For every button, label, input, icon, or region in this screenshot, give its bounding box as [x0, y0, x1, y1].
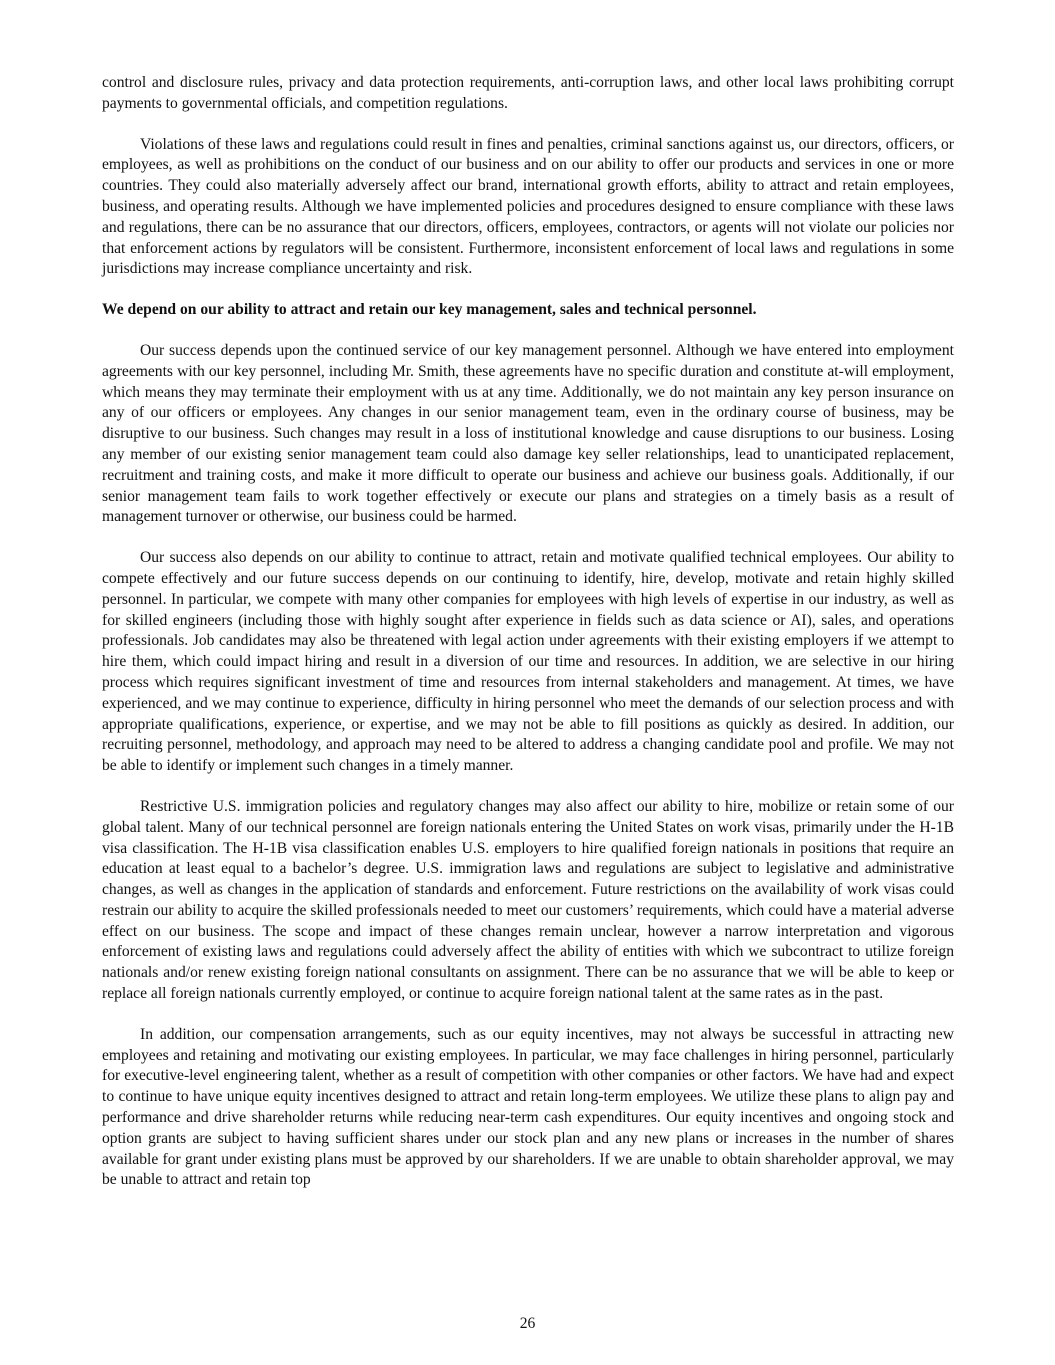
paragraph-technical-employees: Our success also depends on our ability to continue to attract, retain and motivate qualified technical employees. Our ability to compete effectively and our future success depends on our continuing to identify, hire, develop, motivate and retain highly skilled personnel. In particular, we compete with many other companies for employees with high levels of expertise in our industry, as well as for skilled engineers (including those with highly sought after experience in fields such as data science or AI), sales, and operations professionals. Job candidates may also be threatened with legal action under agreements with their existing employers if we attempt to hire them, which could impact hiring and result in a diversion of our time and resources. In addition, we are selective in our hiring process which requires significant investment of time and resources from internal stakeholders and management. At times, we have experienced, and we may continue to experience, difficulty in hiring personnel who meet the demands of our selection process and with appropriate qualifications, experience, or expertise, and we may not be able to fill positions as quickly as desired. In addition, our recruiting personnel, methodology, and approach may need to be altered to address a changing candidate pool and profile. We may not be able to identify or implement such changes in a timely manner.: [102, 549, 954, 775]
document-page: [102, 73, 954, 1191]
paragraph-compensation: In addition, our compensation arrangements, such as our equity incentives, may not always be successful in attracting new employees and retaining and motivating our existing employees. In particular, we may face challenges in hiring personnel, particularly for executive-level engineering talent, whether as a result of competition with other companies or other factors. We have had and expect to continue to have unique equity incentives designed to attract and retain long-term employees. We utilize these plans to align pay and performance and drive shareholder returns while reducing near-term cash expenditures. Our equity incentives and ongoing stock and option grants are subject to having sufficient shares under our stock plan and any new plans or increases in the number of shares available for grant under existing plans must be approved by our shareholders. If we are unable to obtain shareholder approval, we may be unable to attract and retain top: [102, 1025, 954, 1189]
page-number: 26: [519, 1315, 536, 1332]
paragraph-violations: Violations of these laws and regulations could result in fines and penalties, criminal sanctions against us, our directors, officers, or employees, as well as prohibitions on the conduct of our business and on our ability to offer our products and services in one or more countries. They could also materially adversely affect our brand, international growth efforts, ability to attract and retain employees, business, and operating results. Although we have implemented policies and procedures designed to ensure compliance with these laws and regulations, there can be no assurance that our directors, officers, employees, contractors, or agents will not violate our policies nor that enforcement actions by regulators will be consistent. Furthermore, inconsistent enforcement of local laws and regulations in some jurisdictions may increase compliance uncertainty and risk.: [102, 135, 954, 278]
paragraph-immigration: Restrictive U.S. immigration policies and regulatory changes may also affect our ability to hire, mobilize or retain some of our global talent. Many of our technical personnel are foreign nationals entering the United States on work visas, primarily under the H-1B visa classification. The H-1B visa classification enables U.S. employers to hire qualified foreign nationals in positions that require an education at least equal to a bachelor’s degree. U.S. immigration laws and regulations are subject to legislative and administrative changes, as well as changes in the application of standards and enforcement. Future restrictions on the availability of work visas could restrain our ability to acquire the skilled professionals needed to meet our customers’ requirements, which could have a material adverse effect on our business. The scope and impact of these changes remain unclear, however a narrow interpretation and vigorous enforcement of existing laws and regulations could adversely affect the ability of entities with which we subcontract to utilize foreign nationals and/or renew existing foreign national consultants on assignment. There can be no assurance that we will be able to keep or replace all foreign nationals currently employed, or continue to acquire foreign national talent at the same rates as in the past.: [102, 797, 954, 1003]
paragraph-continuation: control and disclosure rules, privacy and data protection requirements, anti-corruption laws, and other local laws prohibiting corrupt payments to governmental officials, and competition regulations.: [102, 74, 954, 112]
section-heading: We depend on our ability to attract and retain our key management, sales and technical personnel.: [102, 301, 757, 319]
paragraph-key-management: Our success depends upon the continued service of our key management personnel. Although we have entered into employment agreements with our key personnel, including Mr. Smith, these agreements have no specific duration and constitute at-will employment, which means they may terminate their employment with us at any time. Additionally, we do not maintain any key person insurance on any of our officers or employees. Any changes in our senior management team, even in the ordinary course of business, may be disruptive to our business. Such changes may result in a loss of institutional knowledge and cause disruptions to our business. Losing any member of our existing senior management team could also damage key seller relationships, lead to unanticipated replacement, recruitment and training costs, and make it more difficult to operate our business and achieve our business goals. Additionally, if our senior management team fails to work together effectively or execute our plans and strategies on a timely basis as a result of management turnover or otherwise, our business could be harmed.: [102, 341, 954, 526]
